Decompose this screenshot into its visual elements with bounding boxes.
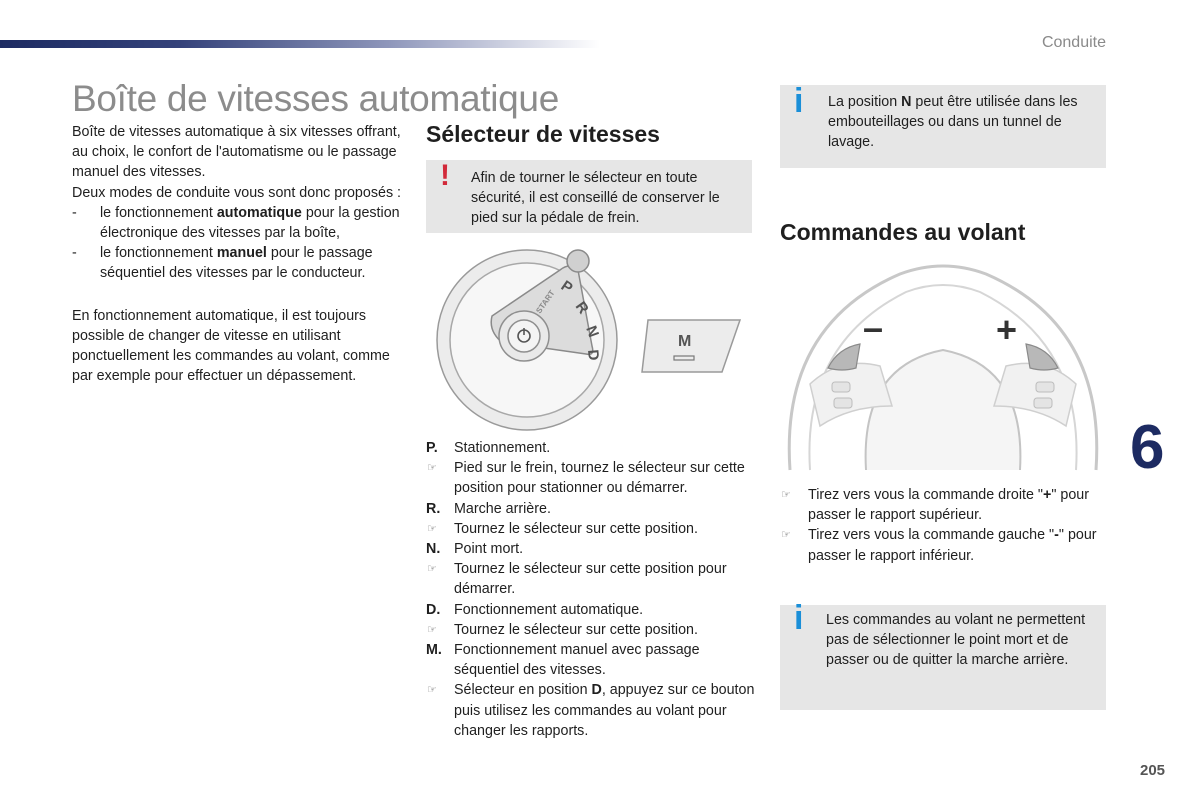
gear-position-item: D. Fonctionnement automatique. [426, 601, 644, 618]
warning-icon: ! [440, 159, 450, 192]
gear-positions-list [426, 438, 756, 741]
info-text: La position N peut être utilisée dans les embouteillages ou dans un tunnel de lavage. [828, 94, 1078, 151]
gear-selector-illustration [432, 248, 752, 438]
wheel-instruction-item: ☞ Tirez vers vous la commande droite "+" pour passer le rapport supérieur. [781, 487, 1090, 524]
dash-marker: - [72, 245, 77, 262]
gear-position-item: N. Point mort. [426, 541, 524, 558]
selector-heading: Sélecteur de vitesses [426, 121, 660, 147]
info-icon: i [794, 82, 804, 120]
gear-position-tip: ☞ Pied sur le frein, tournez le sélecteur sur cette position pour stationner ou démarrer. [427, 460, 745, 497]
dial-letter-p: P [557, 277, 576, 298]
header-gradient-bar [0, 40, 600, 48]
warning-callout [426, 160, 752, 233]
info-text: Les commandes au volant ne permettent pas de sélectionner le point mort et de passer ou de quitter la marche arrière. [826, 612, 1086, 669]
start-button [508, 320, 540, 352]
warning-text: Afin de tourner le sélecteur en toute sécurité, il est conseillé de conserver le pied sur la pédale de frein. [471, 170, 720, 227]
page-title: Boîte de vitesses automatique [72, 78, 559, 119]
intro-column [72, 122, 402, 386]
dial-letter-n: N [582, 323, 602, 340]
intro-paragraph: Boîte de vitesses automatique à six vitesses offrant, au choix, le confort de l'automatisme ou le passage manuel des vitesses. [72, 124, 401, 181]
hand-pointer-icon: ☞ [427, 522, 437, 535]
hand-pointer-icon: ☞ [427, 684, 437, 697]
gear-position-item: R. Marche arrière. [426, 500, 551, 517]
minus-label: – [863, 307, 884, 348]
gear-position-tip: ☞ Tournez le sélecteur sur cette position. [426, 519, 756, 539]
wheel-controls-heading: Commandes au volant [780, 219, 1026, 245]
hand-pointer-icon: ☞ [427, 563, 437, 576]
info-callout-neutral [780, 82, 1106, 168]
start-label: START [534, 288, 557, 316]
hand-pointer-icon: ☞ [427, 462, 437, 475]
wheel-instructions [780, 485, 1106, 566]
gear-position-item: P. Stationnement. [426, 440, 551, 456]
mode-list-item: - le fonctionnement automatique pour la gestion électronique des vitesses par la boîte, [72, 204, 400, 242]
hand-pointer-icon: ☞ [781, 489, 791, 501]
hand-pointer-icon: ☞ [781, 529, 791, 542]
intro-paragraph: Deux modes de conduite vous sont donc proposés : [72, 184, 402, 201]
plus-label: + [996, 309, 1018, 350]
wheel-hub [866, 350, 1021, 470]
gear-position-tip: ☞ Sélecteur en position D, appuyez sur ce bouton puis utilisez les commandes au volant pour changer les rapports. [427, 682, 755, 739]
wheel-instruction-item: ☞ Tirez vers vous la commande gauche "-" pour passer le rapport inférieur. [781, 527, 1097, 564]
selector-knob-tip [567, 250, 589, 272]
info-callout-wheel [780, 599, 1106, 710]
gear-position-item: M. Fonctionnement manuel avec passage séquentiel des vitesses. [426, 642, 700, 679]
dial-letter-d: D [584, 348, 602, 362]
m-button-label: M [678, 333, 692, 350]
steering-wheel-illustration [780, 256, 1106, 474]
gear-position-tip: ☞ Tournez le sélecteur sur cette position. [426, 620, 756, 640]
page-number: 205 [1140, 762, 1166, 779]
intro-paragraph: En fonctionnement automatique, il est toujours possible de changer de vitesse en utilisant ponctuellement les commandes au volant, comme par exemple pour effectuer un dépassement. [72, 307, 390, 385]
mode-list-item: - le fonctionnement manuel pour le passage séquentiel des vitesses par le conducteur. [72, 245, 373, 282]
section-label: Conduite [1041, 34, 1106, 51]
dial-letter-r: R [571, 298, 592, 318]
chapter-number: 6 [1130, 413, 1165, 482]
dash-marker: - [72, 204, 77, 221]
info-icon: i [794, 599, 804, 637]
hand-pointer-icon: ☞ [427, 623, 437, 636]
gear-position-tip: ☞ Tournez le sélecteur sur cette position pour démarrer. [427, 561, 727, 598]
